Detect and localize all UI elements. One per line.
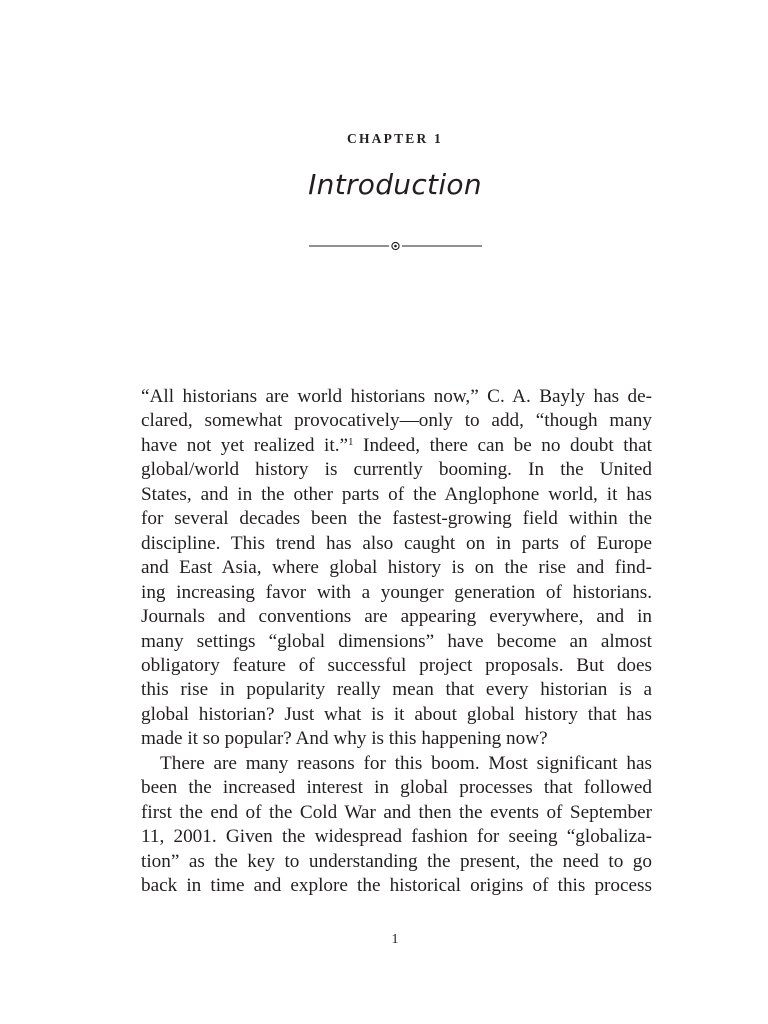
text-line: been the increased interest in global processes that followed bbox=[141, 777, 652, 799]
paragraph-2 bbox=[141, 752, 652, 899]
text-line: made it so popular? And why is this happening now? bbox=[141, 728, 548, 750]
text-line: discipline. This trend has also caught on in parts of Europe bbox=[141, 532, 652, 554]
text-line: ing increasing favor with a younger generation of historians. bbox=[141, 581, 652, 603]
text-line: Journals and conventions are appearing everywhere, and in bbox=[141, 606, 652, 628]
text-line: back in time and explore the historical origins of this process bbox=[141, 875, 652, 897]
text-fragment: Indeed, there can be no doubt that bbox=[353, 434, 653, 456]
page-number: 1 bbox=[391, 932, 399, 947]
text-line: 11, 2001. Given the widespread fashion for seeing “globaliza- bbox=[141, 826, 652, 848]
text-line: many settings “global dimensions” have become an almost bbox=[141, 630, 652, 652]
chapter-label: CHAPTER 1 bbox=[347, 131, 443, 146]
text-line: global historian? Just what is it about global history that has bbox=[141, 703, 652, 725]
text-line: for several decades been the fastest-growing field within the bbox=[141, 508, 652, 530]
text-line: obligatory feature of successful project proposals. But does bbox=[141, 654, 652, 676]
text-line-with-footnote bbox=[141, 434, 652, 458]
text-line: States, and in the other parts of the Anglophone world, it has bbox=[141, 483, 652, 505]
text-fragment: have not yet realized it.” bbox=[141, 434, 349, 456]
text-line: global/world history is currently booming. In the United bbox=[141, 459, 652, 481]
text-line: There are many reasons for this boom. Most significant has bbox=[160, 752, 652, 774]
text-line: and East Asia, where global history is on the rise and find- bbox=[141, 557, 652, 579]
chapter-title: Introduction bbox=[308, 168, 482, 201]
text-line: clared, somewhat provocatively—only to add, “though many bbox=[141, 410, 652, 432]
paragraph-1 bbox=[141, 385, 652, 752]
text-line: this rise in popularity really mean that every historian is a bbox=[141, 679, 652, 701]
title-ornament-divider bbox=[309, 238, 482, 254]
footnote-marker[interactable]: 1 bbox=[348, 435, 354, 448]
text-line: tion” as the key to understanding the present, the need to go bbox=[141, 850, 652, 872]
text-line: first the end of the Cold War and then the events of September bbox=[141, 801, 652, 823]
body-text bbox=[141, 385, 652, 899]
text-line: “All historians are world historians now,” C. A. Bayly has de- bbox=[141, 386, 652, 407]
